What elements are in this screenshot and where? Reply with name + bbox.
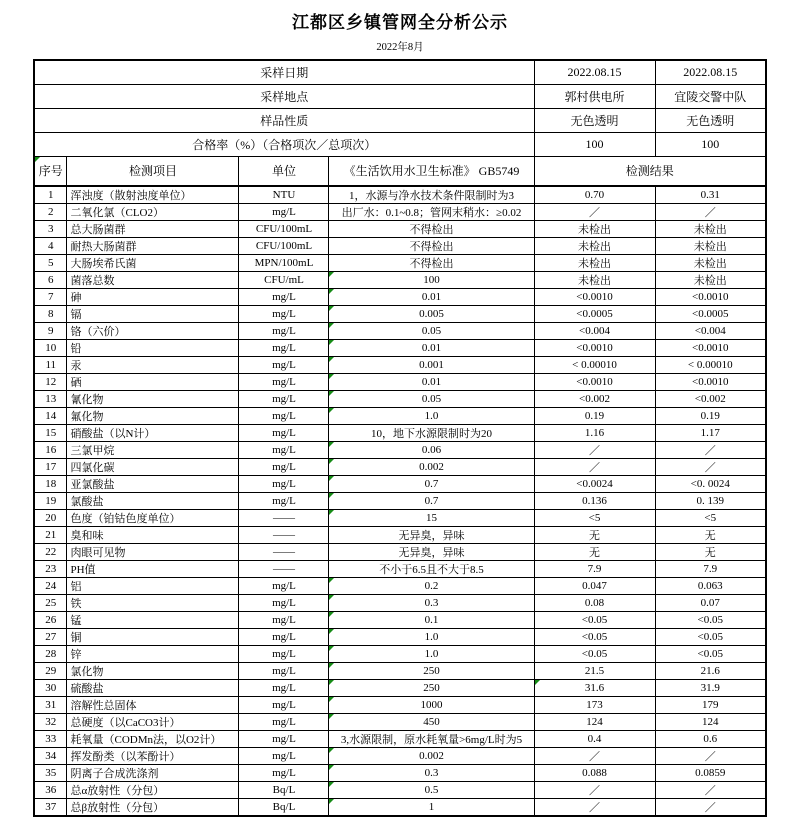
unit-value: CFU/100mL [239, 221, 329, 238]
row-number: 14 [34, 408, 67, 425]
unit-value: mg/L [239, 425, 329, 442]
result-value-1: <0.0010 [534, 340, 655, 357]
item-name: 总α放射性（分包） [67, 782, 239, 799]
result-value-1: 1.16 [534, 425, 655, 442]
result-value-1: ／ [534, 204, 655, 221]
unit-value: —— [239, 527, 329, 544]
result-value-2: ／ [655, 204, 766, 221]
result-value-1: 未检出 [534, 238, 655, 255]
unit-value: mg/L [239, 374, 329, 391]
result-value-2: 1.17 [655, 425, 766, 442]
standard-value: 0.005 [329, 306, 534, 323]
result-value-1: 未检出 [534, 272, 655, 289]
result-value-2: 未检出 [655, 238, 766, 255]
table-row [34, 306, 766, 323]
table-row [34, 272, 766, 289]
col-header-unit: 单位 [239, 156, 329, 186]
item-name: 挥发酚类（以苯酚计） [67, 748, 239, 765]
result-value-2: <0.05 [655, 612, 766, 629]
col-header-no: 序号 [34, 156, 67, 186]
unit-value: mg/L [239, 289, 329, 306]
row-number: 18 [34, 476, 67, 493]
result-value-2: <0.0010 [655, 340, 766, 357]
result-value-1: 0.70 [534, 186, 655, 204]
row-number: 12 [34, 374, 67, 391]
row-number: 26 [34, 612, 67, 629]
result-value-1: 未检出 [534, 255, 655, 272]
meta-row-pass-rate [34, 132, 766, 156]
table-row [34, 595, 766, 612]
row-number: 33 [34, 731, 67, 748]
row-number: 8 [34, 306, 67, 323]
unit-value: mg/L [239, 578, 329, 595]
result-value-2: 7.9 [655, 561, 766, 578]
item-name: 氯化物 [67, 663, 239, 680]
result-value-1: 未检出 [534, 221, 655, 238]
result-value-2: ／ [655, 748, 766, 765]
item-name: 镉 [67, 306, 239, 323]
row-number: 19 [34, 493, 67, 510]
unit-value: mg/L [239, 204, 329, 221]
unit-value: CFU/100mL [239, 238, 329, 255]
row-number: 22 [34, 544, 67, 561]
meta-label-sampling-date: 采样日期 [34, 60, 534, 84]
result-value-2: 0.19 [655, 408, 766, 425]
item-name: 硝酸盐（以N计） [67, 425, 239, 442]
sampling-location-2: 宜陵交警中队 [655, 84, 766, 108]
pass-rate-2: 100 [655, 132, 766, 156]
standard-value: 0.01 [329, 340, 534, 357]
item-name: 总大肠菌群 [67, 221, 239, 238]
unit-value: mg/L [239, 357, 329, 374]
result-value-2: 0.063 [655, 578, 766, 595]
unit-value: mg/L [239, 680, 329, 697]
table-row [34, 391, 766, 408]
item-name: 氰化物 [67, 391, 239, 408]
result-value-1: <0.05 [534, 646, 655, 663]
sampling-date-1: 2022.08.15 [534, 60, 655, 84]
standard-value: 250 [329, 663, 534, 680]
item-name: 阴离子合成洗涤剂 [67, 765, 239, 782]
row-number: 36 [34, 782, 67, 799]
result-value-1: <0.002 [534, 391, 655, 408]
item-name: 色度（铂钴色度单位） [67, 510, 239, 527]
unit-value: NTU [239, 186, 329, 204]
result-value-1: 0.4 [534, 731, 655, 748]
standard-value: 0.3 [329, 595, 534, 612]
unit-value: mg/L [239, 731, 329, 748]
standard-value: 1.0 [329, 629, 534, 646]
standard-value: 0.06 [329, 442, 534, 459]
result-value-1: ／ [534, 459, 655, 476]
sample-property-1: 无色透明 [534, 108, 655, 132]
result-value-1: 无 [534, 544, 655, 561]
unit-value: mg/L [239, 595, 329, 612]
result-value-2: ／ [655, 782, 766, 799]
result-value-2: 31.9 [655, 680, 766, 697]
result-value-1: ／ [534, 799, 655, 817]
table-row [34, 221, 766, 238]
col-header-result: 检测结果 [534, 156, 766, 186]
item-name: 耐热大肠菌群 [67, 238, 239, 255]
result-value-2: ／ [655, 799, 766, 817]
row-number: 17 [34, 459, 67, 476]
standard-value: 0.7 [329, 493, 534, 510]
row-number: 29 [34, 663, 67, 680]
meta-row-sampling-location [34, 84, 766, 108]
item-name: 臭和味 [67, 527, 239, 544]
result-value-2: <5 [655, 510, 766, 527]
meta-label-sampling-location: 采样地点 [34, 84, 534, 108]
result-value-2: 0. 139 [655, 493, 766, 510]
table-row [34, 561, 766, 578]
standard-value: 1.0 [329, 646, 534, 663]
meta-row-sample-property [34, 108, 766, 132]
unit-value: mg/L [239, 306, 329, 323]
item-name: 铝 [67, 578, 239, 595]
table-row [34, 510, 766, 527]
sample-property-2: 无色透明 [655, 108, 766, 132]
row-number: 23 [34, 561, 67, 578]
result-value-2: 未检出 [655, 272, 766, 289]
unit-value: Bq/L [239, 782, 329, 799]
standard-value: 0.05 [329, 391, 534, 408]
standard-value: 10，地下水源限制时为20 [329, 425, 534, 442]
item-name: 铬（六价） [67, 323, 239, 340]
meta-label-sample-property: 样品性质 [34, 108, 534, 132]
result-value-2: <0.05 [655, 646, 766, 663]
table-row [34, 578, 766, 595]
standard-value: 250 [329, 680, 534, 697]
table-row [34, 493, 766, 510]
unit-value: mg/L [239, 340, 329, 357]
result-value-1: 无 [534, 527, 655, 544]
item-name: 氟化物 [67, 408, 239, 425]
standard-value: 不得检出 [329, 255, 534, 272]
result-value-2: 0.07 [655, 595, 766, 612]
row-number: 32 [34, 714, 67, 731]
unit-value: mg/L [239, 663, 329, 680]
standard-value: 1000 [329, 697, 534, 714]
result-value-1: <0.05 [534, 629, 655, 646]
result-value-2: <0.0010 [655, 374, 766, 391]
unit-value: mg/L [239, 697, 329, 714]
standard-value: 不得检出 [329, 238, 534, 255]
standard-value: 15 [329, 510, 534, 527]
item-name: 肉眼可见物 [67, 544, 239, 561]
unit-value: —— [239, 510, 329, 527]
row-number: 2 [34, 204, 67, 221]
row-number: 27 [34, 629, 67, 646]
table-row [34, 340, 766, 357]
row-number: 11 [34, 357, 67, 374]
row-number: 3 [34, 221, 67, 238]
table-row [34, 408, 766, 425]
sampling-date-2: 2022.08.15 [655, 60, 766, 84]
unit-value: mg/L [239, 476, 329, 493]
result-value-1: 21.5 [534, 663, 655, 680]
standard-value: 出厂水：0.1~0.8；管网末稍水：≥0.02 [329, 204, 534, 221]
standard-value: 1 [329, 799, 534, 817]
unit-value: MPN/100mL [239, 255, 329, 272]
result-value-2: 21.6 [655, 663, 766, 680]
unit-value: mg/L [239, 748, 329, 765]
standard-value: 0.5 [329, 782, 534, 799]
table-row [34, 357, 766, 374]
data-rows [34, 186, 766, 816]
row-number: 13 [34, 391, 67, 408]
unit-value: mg/L [239, 629, 329, 646]
row-number: 30 [34, 680, 67, 697]
result-value-2: 0.31 [655, 186, 766, 204]
row-number: 9 [34, 323, 67, 340]
standard-value: 0.1 [329, 612, 534, 629]
standard-value: 无异臭，异味 [329, 527, 534, 544]
row-number: 5 [34, 255, 67, 272]
standard-value: 3,水源限制，原水耗氧量>6mg/L时为5 [329, 731, 534, 748]
item-name: 菌落总数 [67, 272, 239, 289]
result-value-2: 未检出 [655, 221, 766, 238]
result-value-2: 0.6 [655, 731, 766, 748]
row-number: 1 [34, 186, 67, 204]
result-value-2: < 0.00010 [655, 357, 766, 374]
result-value-2: <0.004 [655, 323, 766, 340]
table-row [34, 323, 766, 340]
unit-value: mg/L [239, 442, 329, 459]
standard-value: 0.001 [329, 357, 534, 374]
item-name: 总硬度（以CaCO3计） [67, 714, 239, 731]
result-value-1: <0.0010 [534, 374, 655, 391]
unit-value: mg/L [239, 493, 329, 510]
result-value-1: <5 [534, 510, 655, 527]
result-value-1: 0.19 [534, 408, 655, 425]
table-row [34, 748, 766, 765]
standard-value: 不得检出 [329, 221, 534, 238]
result-value-1: 31.6 [534, 680, 655, 697]
unit-value: mg/L [239, 714, 329, 731]
standard-value: 0.05 [329, 323, 534, 340]
result-value-2: ／ [655, 459, 766, 476]
row-number: 37 [34, 799, 67, 817]
analysis-table [33, 59, 767, 817]
unit-value: mg/L [239, 612, 329, 629]
standard-value: 0.7 [329, 476, 534, 493]
standard-value: 0.002 [329, 748, 534, 765]
meta-row-sampling-date [34, 60, 766, 84]
result-value-1: <0.0024 [534, 476, 655, 493]
item-name: 耗氧量（CODMn法，以O2计） [67, 731, 239, 748]
row-number: 20 [34, 510, 67, 527]
standard-value: 450 [329, 714, 534, 731]
table-row [34, 697, 766, 714]
item-name: 铁 [67, 595, 239, 612]
standard-value: 1，水源与净水技术条件限制时为3 [329, 186, 534, 204]
row-number: 24 [34, 578, 67, 595]
item-name: 二氧化氯（CLO2） [67, 204, 239, 221]
unit-value: Bq/L [239, 799, 329, 817]
item-name: 浑浊度（散射浊度单位） [67, 186, 239, 204]
row-number: 28 [34, 646, 67, 663]
item-name: 四氯化碳 [67, 459, 239, 476]
result-value-1: 0.047 [534, 578, 655, 595]
row-number: 4 [34, 238, 67, 255]
unit-value: —— [239, 544, 329, 561]
page-subtitle: 2022年8月 [376, 42, 424, 53]
unit-value: mg/L [239, 323, 329, 340]
result-value-1: 0.088 [534, 765, 655, 782]
table-row [34, 425, 766, 442]
row-number: 34 [34, 748, 67, 765]
result-value-1: < 0.00010 [534, 357, 655, 374]
standard-value: 0.3 [329, 765, 534, 782]
column-header [34, 156, 766, 186]
table-row [34, 476, 766, 493]
item-name: PH值 [67, 561, 239, 578]
table-row [34, 204, 766, 221]
table-row [34, 731, 766, 748]
table-row [34, 459, 766, 476]
table-row [34, 629, 766, 646]
row-number: 21 [34, 527, 67, 544]
standard-value: 0.01 [329, 374, 534, 391]
standard-value: 0.002 [329, 459, 534, 476]
meta-rows [34, 60, 766, 156]
item-name: 氯酸盐 [67, 493, 239, 510]
item-name: 锌 [67, 646, 239, 663]
unit-value: —— [239, 561, 329, 578]
result-value-1: ／ [534, 782, 655, 799]
item-name: 硫酸盐 [67, 680, 239, 697]
column-header-row [34, 156, 766, 186]
result-value-2: <0.0010 [655, 289, 766, 306]
item-name: 亚氯酸盐 [67, 476, 239, 493]
row-number: 7 [34, 289, 67, 306]
table-row [34, 680, 766, 697]
result-value-2: <0. 0024 [655, 476, 766, 493]
item-name: 大肠埃希氏菌 [67, 255, 239, 272]
table-row [34, 374, 766, 391]
result-value-1: 173 [534, 697, 655, 714]
table-row [34, 238, 766, 255]
table-row [34, 646, 766, 663]
standard-value: 0.2 [329, 578, 534, 595]
table-row [34, 612, 766, 629]
result-value-1: ／ [534, 442, 655, 459]
result-value-1: 7.9 [534, 561, 655, 578]
item-name: 溶解性总固体 [67, 697, 239, 714]
table-row [34, 289, 766, 306]
result-value-2: 179 [655, 697, 766, 714]
item-name: 硒 [67, 374, 239, 391]
unit-value: mg/L [239, 459, 329, 476]
table-row [34, 442, 766, 459]
page-title: 江都区乡镇管网全分析公示 [292, 13, 508, 32]
standard-value: 0.01 [329, 289, 534, 306]
row-number: 10 [34, 340, 67, 357]
standard-value: 无异臭，异味 [329, 544, 534, 561]
item-name: 汞 [67, 357, 239, 374]
item-name: 铅 [67, 340, 239, 357]
result-value-2: 未检出 [655, 255, 766, 272]
row-number: 31 [34, 697, 67, 714]
item-name: 三氯甲烷 [67, 442, 239, 459]
unit-value: mg/L [239, 765, 329, 782]
result-value-1: 0.08 [534, 595, 655, 612]
row-number: 15 [34, 425, 67, 442]
result-value-1: <0.0010 [534, 289, 655, 306]
item-name: 总β放射性（分包） [67, 799, 239, 817]
result-value-1: ／ [534, 748, 655, 765]
row-number: 16 [34, 442, 67, 459]
unit-value: mg/L [239, 408, 329, 425]
result-value-2: 124 [655, 714, 766, 731]
table-row [34, 527, 766, 544]
result-value-1: <0.0005 [534, 306, 655, 323]
row-number: 35 [34, 765, 67, 782]
result-value-2: <0.002 [655, 391, 766, 408]
result-value-2: <0.05 [655, 629, 766, 646]
table-row [34, 186, 766, 204]
table-row [34, 799, 766, 817]
table-row [34, 255, 766, 272]
table-row [34, 663, 766, 680]
item-name: 砷 [67, 289, 239, 306]
unit-value: mg/L [239, 646, 329, 663]
result-value-2: ／ [655, 442, 766, 459]
standard-value: 100 [329, 272, 534, 289]
row-number: 25 [34, 595, 67, 612]
unit-value: mg/L [239, 391, 329, 408]
col-header-item: 检测项目 [67, 156, 239, 186]
result-value-2: 无 [655, 527, 766, 544]
result-value-1: <0.004 [534, 323, 655, 340]
table-row [34, 544, 766, 561]
item-name: 铜 [67, 629, 239, 646]
row-number: 6 [34, 272, 67, 289]
result-value-2: 无 [655, 544, 766, 561]
table-row [34, 765, 766, 782]
result-value-1: 124 [534, 714, 655, 731]
table-row [34, 782, 766, 799]
sampling-location-1: 郭村供电所 [534, 84, 655, 108]
result-value-2: <0.0005 [655, 306, 766, 323]
meta-label-pass-rate: 合格率（%）（合格项次／总项次） [34, 132, 534, 156]
unit-value: CFU/mL [239, 272, 329, 289]
col-header-standard: 《生活饮用水卫生标准》 GB5749 [329, 156, 534, 186]
result-value-1: 0.136 [534, 493, 655, 510]
pass-rate-1: 100 [534, 132, 655, 156]
standard-value: 1.0 [329, 408, 534, 425]
item-name: 锰 [67, 612, 239, 629]
result-value-2: 0.0859 [655, 765, 766, 782]
table-row [34, 714, 766, 731]
standard-value: 不小于6.5且不大于8.5 [329, 561, 534, 578]
result-value-1: <0.05 [534, 612, 655, 629]
